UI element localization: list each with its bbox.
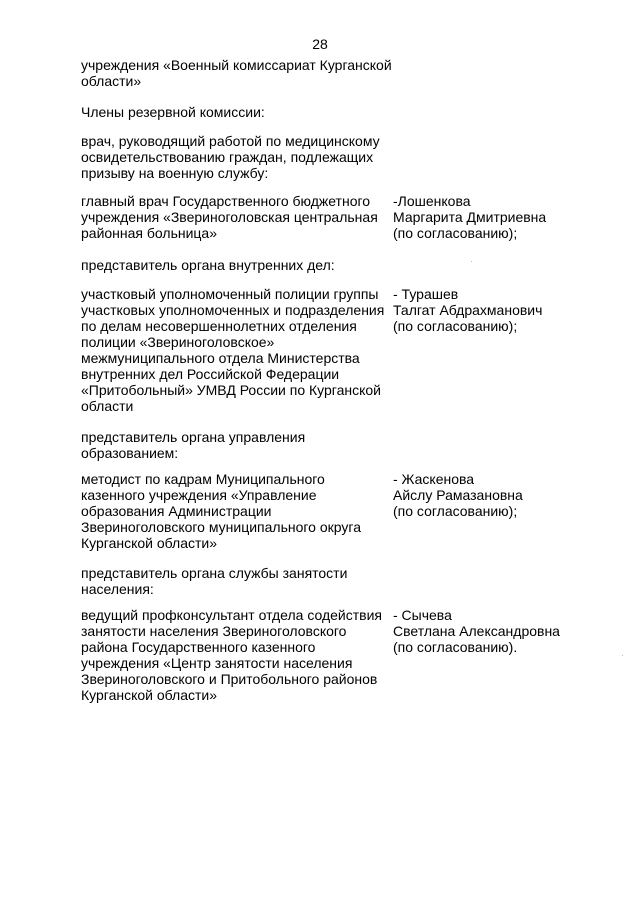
member-name: - Сычева Светлана Александровна (по согласованию). xyxy=(393,607,560,655)
page-number: 28 xyxy=(312,36,328,52)
scan-speck xyxy=(622,655,623,656)
member-position: главный врач Государственного бюджетного учреждения «Звериноголовская центральная районная больница» xyxy=(81,193,378,241)
internal-affairs-heading: представитель органа внутренних дел: xyxy=(81,257,335,273)
education-heading: представитель органа управления образованием: xyxy=(81,429,306,461)
member-position: методист по кадрам Муниципального казенного учреждения «Управление образования Администрации Звериноголовского муниципального округа Курганской области» xyxy=(81,471,361,551)
scan-speck xyxy=(471,261,472,262)
member-position: участковый уполномоченный полиции группы участковых уполномоченных и подразделения по делам несовершеннолетних отделения полиции «Звериноголовское» межмуниципального отдела Министерства внутренних дел Российской Федерации «Притобольный» УМВД России по Курганской области xyxy=(81,286,385,414)
member-position: ведущий профконсультант отдела содействия занятости населения Звериноголовского района Государственного казенного учреждения «Центр занятости населения Звериноголовского и Притобольного районов Курганской области» xyxy=(81,607,383,703)
member-name: -Лошенкова Маргарита Дмитриевна (по согласованию); xyxy=(393,193,547,241)
member-name: - Турашев Талгат Абдрахманович (по согласованию); xyxy=(393,286,543,334)
employment-heading: представитель органа службы занятости населения: xyxy=(81,565,348,597)
doctor-heading: врач, руководящий работой по медицинскому освидетельствованию граждан, подлежащих призыву на военную службу: xyxy=(81,133,380,181)
member-name: - Жаскенова Айслу Рамазановна (по согласованию); xyxy=(393,471,523,519)
intro-text: учреждения «Военный комиссариат Курганской области» xyxy=(81,57,392,89)
reserve-commission-heading: Члены резервной комиссии: xyxy=(81,104,265,120)
